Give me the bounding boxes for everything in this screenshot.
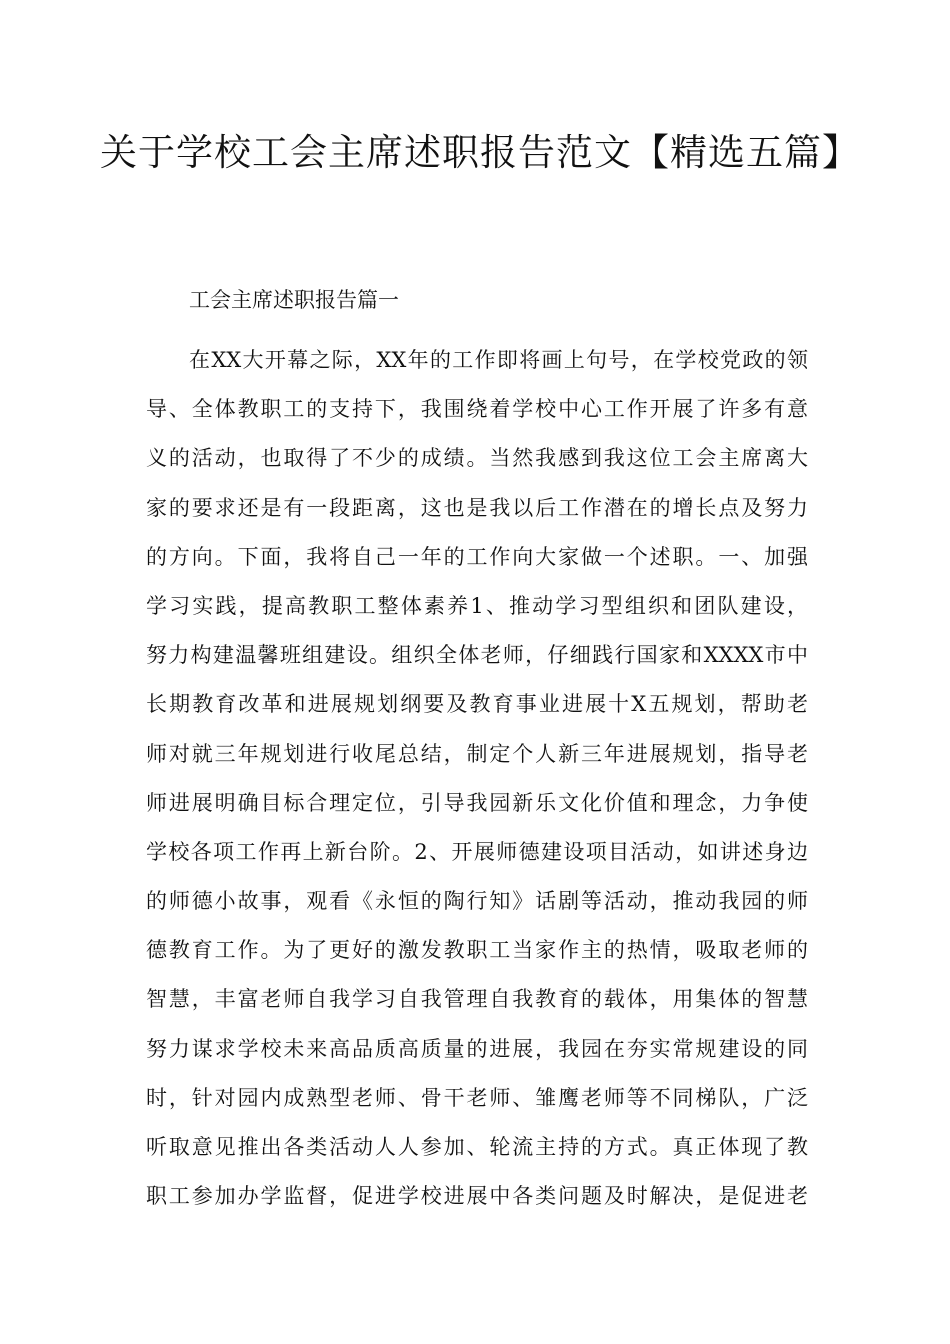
paragraph-line: 时，针对园内成熟型老师、骨干老师、雏鹰老师等不同梯队，广泛	[146, 1085, 808, 1110]
paragraph-line: 家的要求还是有一段距离，这也是我以后工作潜在的增长点及努力	[146, 495, 808, 520]
paragraph-line: 的师德小故事，观看《永恒的陶行知》话剧等活动，推动我园的师	[146, 889, 808, 914]
paragraph-line: 智慧，丰富老师自我学习自我管理自我教育的载体，用集体的智慧	[146, 987, 808, 1012]
paragraph-line: 学习实践，提高教职工整体素养1、推动学习型组织和团队建设，	[146, 593, 808, 618]
document-title: 关于学校工会主席述职报告范文【精选五篇】	[100, 131, 860, 174]
paragraph-line: 导、全体教职工的支持下，我围绕着学校中心工作开展了许多有意	[146, 397, 808, 422]
paragraph-line: 德教育工作。为了更好的激发教职工当家作主的热情，吸取老师的	[146, 938, 808, 963]
paragraph-line: 师对就三年规划进行收尾总结，制定个人新三年进展规划，指导老	[146, 741, 808, 766]
paragraph-line: 师进展明确目标合理定位，引导我园新乐文化价值和理念，力争使	[146, 790, 808, 815]
paragraph-line: 的方向。下面，我将自己一年的工作向大家做一个述职。一、加强	[146, 544, 808, 569]
paragraph-line: 学校各项工作再上新台阶。2、开展师德建设项目活动，如讲述身边	[146, 839, 808, 864]
paragraph-line: 长期教育改革和进展规划纲要及教育事业进展十X五规划，帮助老	[146, 692, 808, 717]
section-heading: 工会主席述职报告篇一	[189, 288, 399, 312]
paragraph-line: 职工参加办学监督，促进学校进展中各类问题及时解决，是促进老	[146, 1184, 808, 1209]
paragraph-line: 努力谋求学校未来高品质高质量的进展，我园在夯实常规建设的同	[146, 1036, 808, 1061]
body-paragraph	[146, 336, 808, 1221]
paragraph-line: 在XX大开幕之际，XX年的工作即将画上句号，在学校党政的领	[189, 348, 808, 372]
paragraph-line: 努力构建温馨班组建设。组织全体老师，仔细践行国家和XXXX市中	[146, 643, 808, 668]
paragraph-line: 义的活动，也取得了不少的成绩。当然我感到我这位工会主席离大	[146, 446, 808, 471]
paragraph-line: 听取意见推出各类活动人人参加、轮流主持的方式。真正体现了教	[146, 1135, 808, 1159]
